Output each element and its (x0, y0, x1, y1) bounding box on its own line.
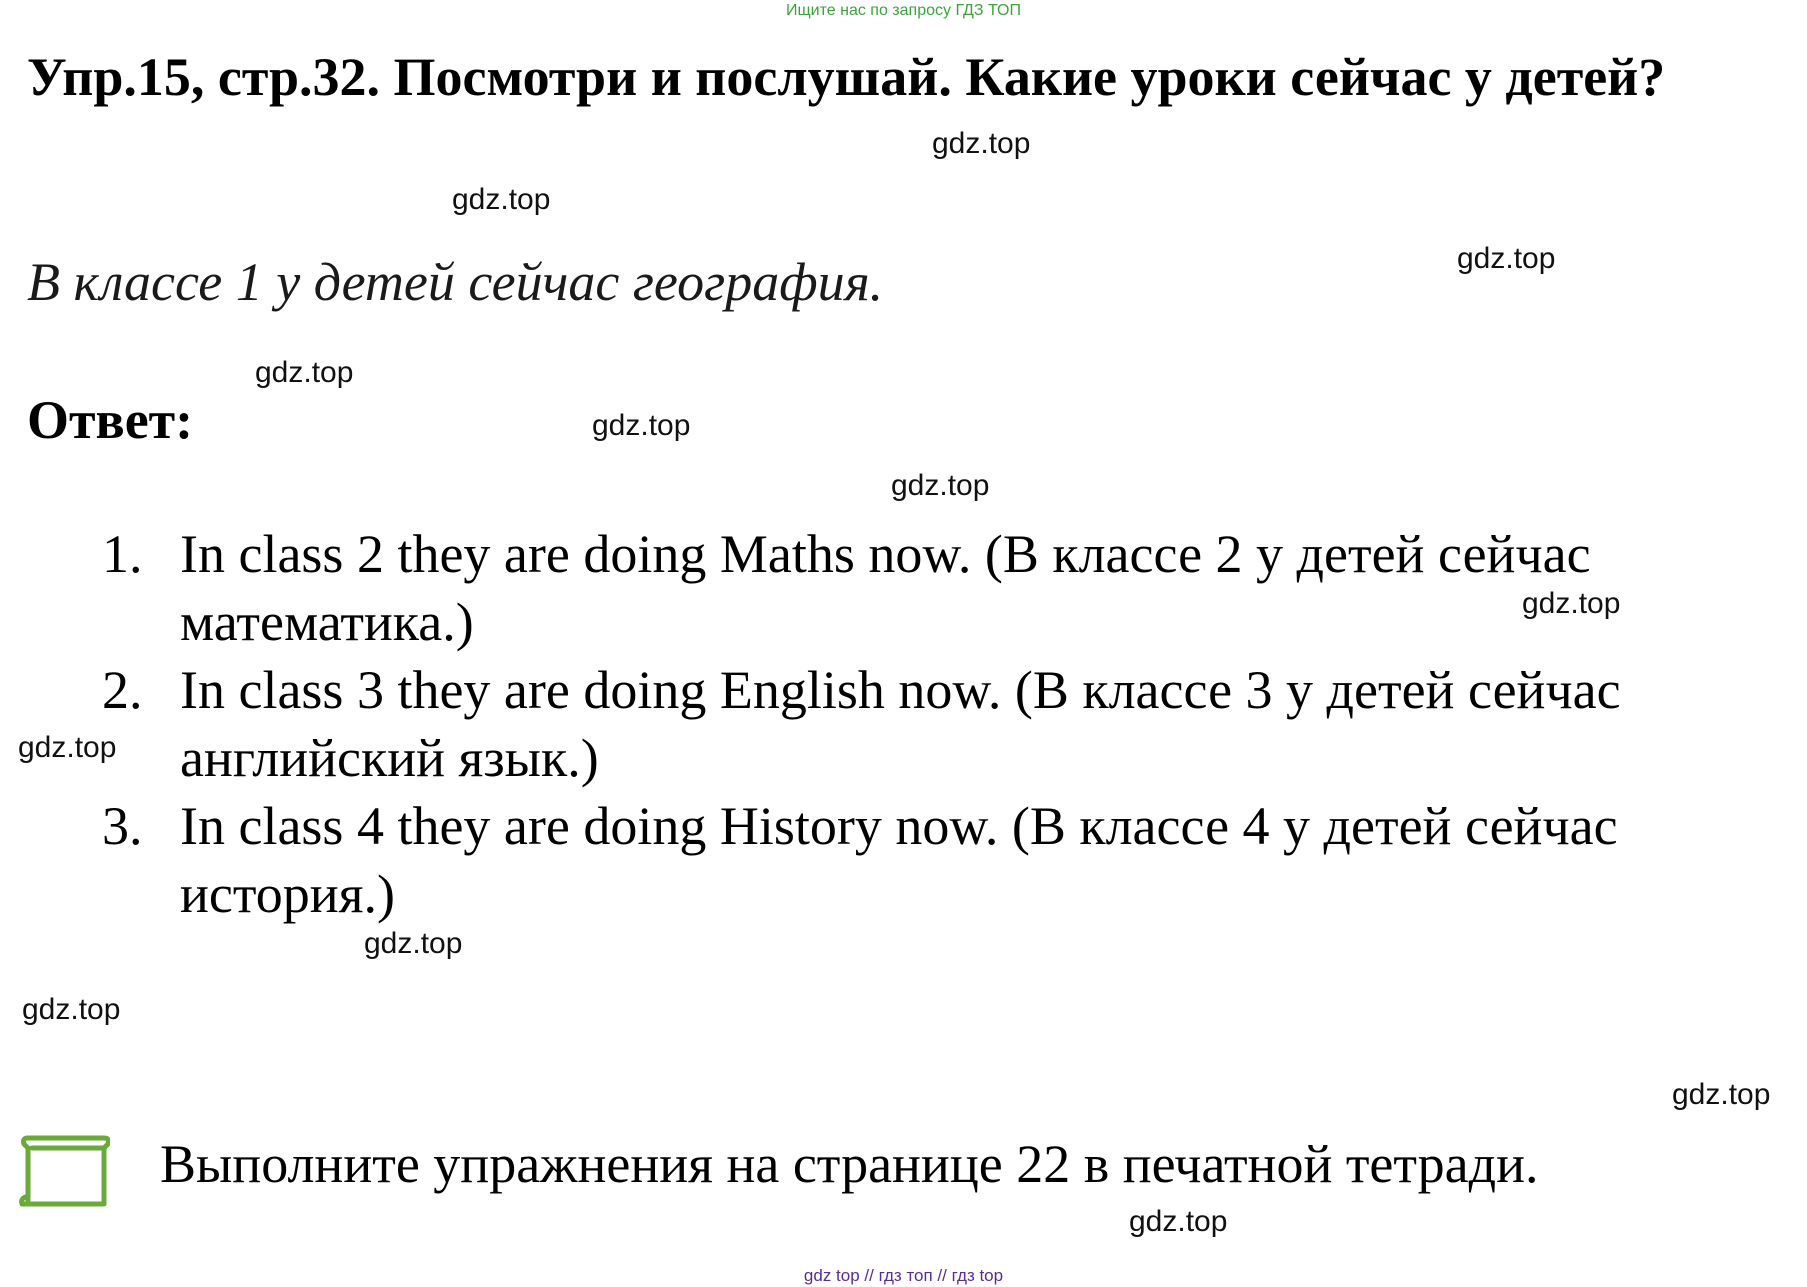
answer-item (90, 792, 1790, 928)
watermark: gdz.top (891, 469, 990, 502)
watermark: gdz.top (364, 927, 463, 960)
answer-list (90, 520, 1790, 928)
watermark: gdz.top (1672, 1078, 1771, 1111)
homework-text: Выполните упражнения на странице 22 в печатной тетради. (160, 1134, 1539, 1194)
answer-number: 2. (102, 660, 143, 720)
answer-text: In class 4 they are doing History now. (В классе 4 у детей сейчас история.) (180, 796, 1618, 924)
homework-note (18, 1128, 1718, 1228)
answer-text: In class 3 they are doing English now. (В классе 3 у детей сейчас английский язык.) (180, 660, 1621, 788)
answer-number: 3. (102, 796, 143, 856)
watermark: gdz.top (1129, 1205, 1228, 1238)
watermark: gdz.top (1457, 242, 1556, 275)
watermark: gdz.top (932, 127, 1031, 160)
watermark: gdz.top (18, 731, 117, 764)
top-banner: Ищите нас по запросу ГДЗ ТОП (786, 2, 1021, 19)
example-sentence: В классе 1 у детей сейчас география. (27, 252, 884, 312)
watermark: gdz.top (452, 183, 551, 216)
watermark: gdz.top (255, 356, 354, 389)
answer-text: In class 2 they are doing Maths now. (В классе 2 у детей сейчас математика.) (180, 524, 1591, 652)
watermark: gdz.top (1522, 587, 1621, 620)
watermark: gdz.top (22, 993, 121, 1026)
exercise-title: Упр.15, стр.32. Посмотри и послушай. Какие уроки сейчас у детей? (27, 47, 1666, 107)
watermark: gdz.top (592, 409, 691, 442)
notebook-icon (18, 1128, 110, 1208)
answer-item (90, 656, 1790, 792)
answer-number: 1. (102, 524, 143, 584)
footer-links[interactable]: gdz top // гдз топ // гдз top (803, 1266, 1004, 1285)
answer-heading: Ответ: (27, 390, 194, 450)
